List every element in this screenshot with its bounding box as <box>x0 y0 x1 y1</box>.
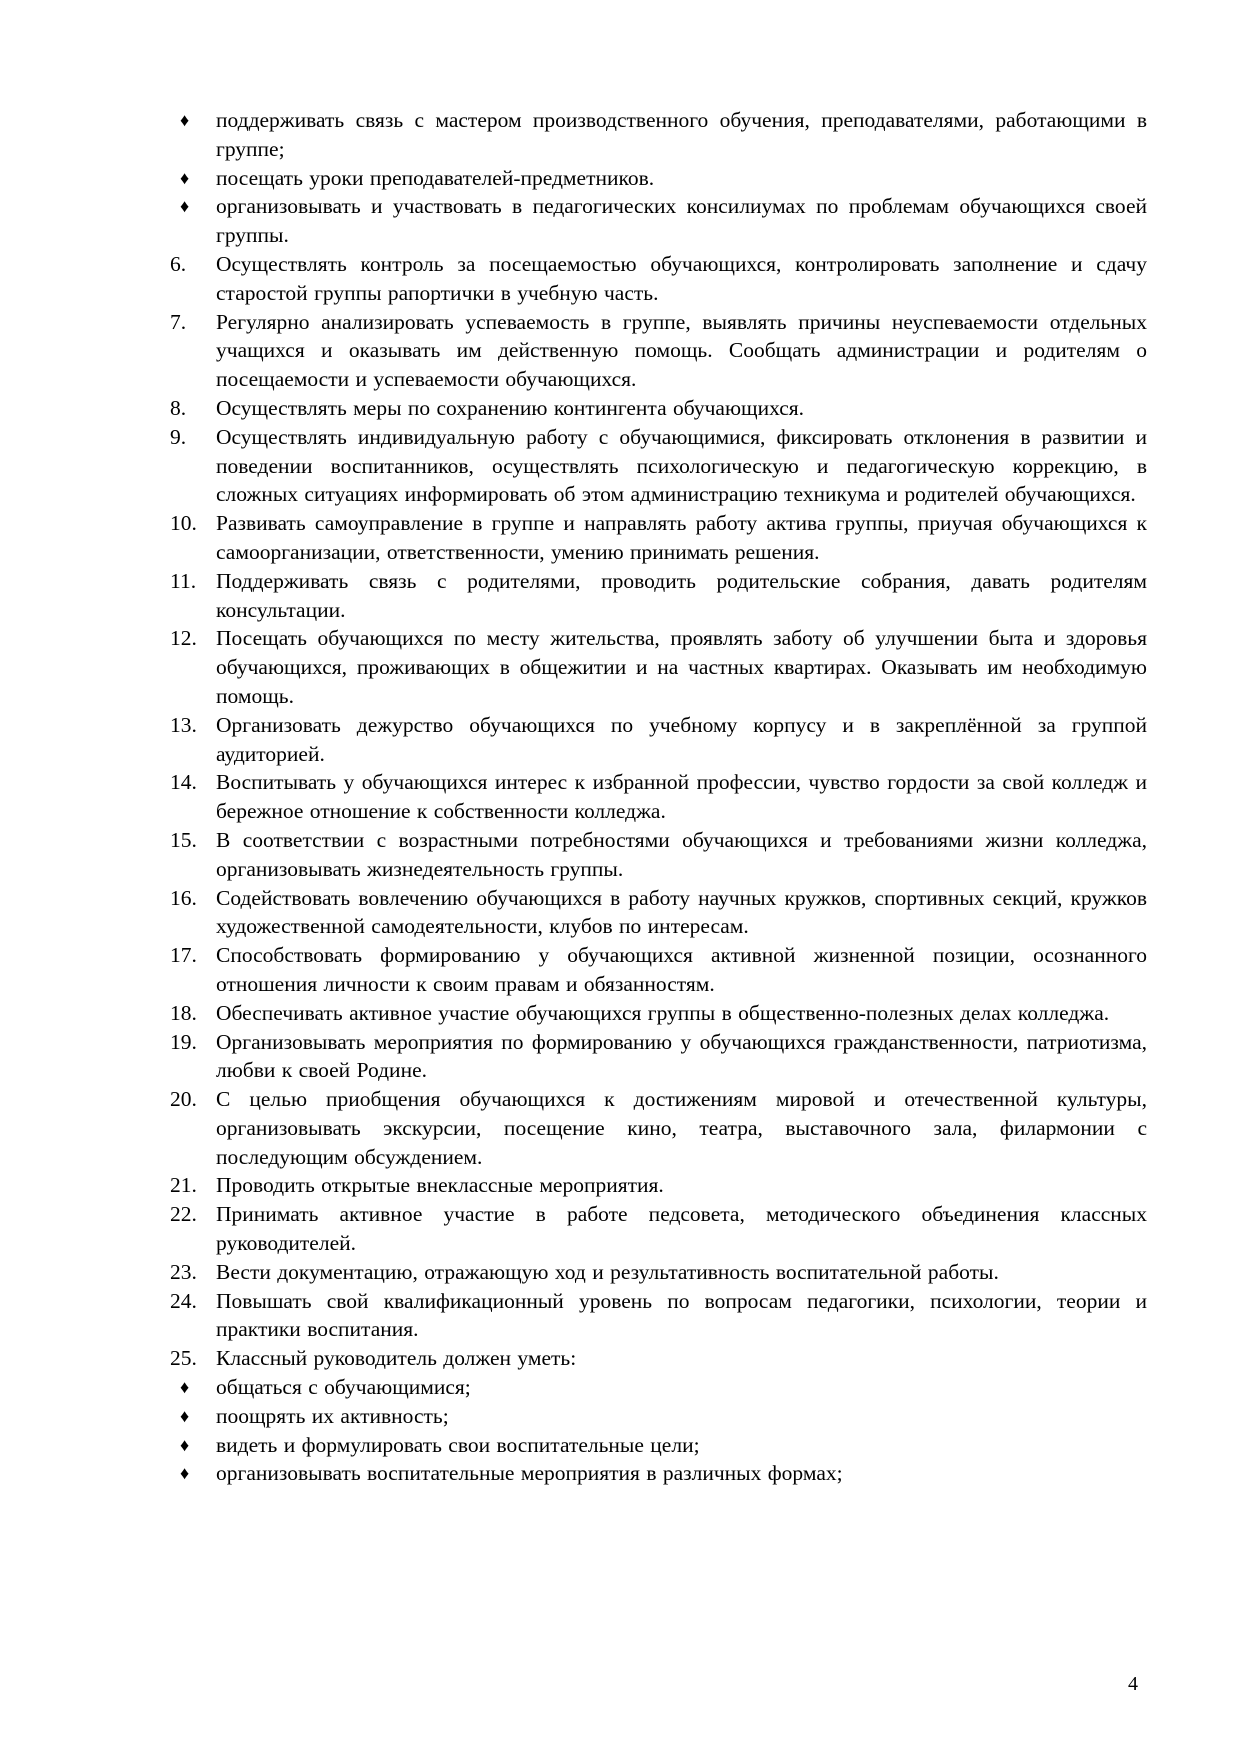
list-item <box>170 164 1147 193</box>
diamond-bullet-icon: ♦ <box>180 196 190 217</box>
list-item <box>170 1287 1147 1345</box>
list-item <box>170 509 1147 567</box>
list-item <box>170 423 1147 509</box>
list-item <box>170 1373 1147 1402</box>
list-item-text: Регулярно анализировать успеваемость в группе, выявлять причины неуспеваемости отдельных учащихся и оказывать им действенную помощь. Сообщать администрации и родителям о посещаемости и успеваемости обучающихся. <box>216 309 1147 392</box>
list-item <box>170 624 1147 710</box>
list-item-text: Осуществлять контроль за посещаемостью обучающихся, контролировать заполнение и сдачу старостой группы рапортички в учебную часть. <box>216 251 1147 305</box>
list-item <box>170 1431 1147 1460</box>
list-number: 10. <box>170 511 197 536</box>
list-number: 23. <box>170 1259 197 1284</box>
list-item-text: Поддерживать связь с родителями, проводить родительские собрания, давать родителям консультации. <box>216 568 1147 622</box>
list-item <box>170 1459 1147 1488</box>
list-number: 24. <box>170 1288 197 1313</box>
list-number: 14. <box>170 770 197 795</box>
list-item-text: Способствовать формированию у обучающихся активной жизненной позиции, осознанного отношения личности к своим правам и обязанностям. <box>216 943 1147 996</box>
list-number: 18. <box>170 1000 197 1025</box>
list-item <box>170 1200 1147 1258</box>
list-item <box>170 1258 1147 1287</box>
list-item <box>170 941 1147 999</box>
list-item-text: Вести документацию, отражающую ход и результативность воспитательной работы. <box>216 1259 999 1284</box>
list-item <box>170 1171 1147 1200</box>
diamond-bullet-icon: ♦ <box>180 1463 190 1484</box>
list-item <box>170 308 1147 394</box>
list-item <box>170 1402 1147 1431</box>
list-number: 22. <box>170 1202 197 1227</box>
duties-list <box>170 106 1147 1488</box>
list-item <box>170 1344 1147 1373</box>
list-number: 20. <box>170 1087 197 1112</box>
list-item <box>170 1028 1147 1086</box>
list-item <box>170 768 1147 826</box>
list-number: 15. <box>170 827 197 852</box>
list-number: 16. <box>170 885 197 910</box>
list-item-text: Организовывать мероприятия по формированию у обучающихся гражданственности, патриотизма, любви к своей Родине. <box>216 1029 1147 1083</box>
list-item-text: С целью приобщения обучающихся к достижениям мировой и отечественной культуры, организовывать экскурсии, посещение кино, театра, выставочного зала, филармонии с последующим обсуждением. <box>216 1087 1147 1169</box>
list-item <box>170 711 1147 769</box>
list-number: 7. <box>170 309 187 334</box>
list-item <box>170 884 1147 942</box>
list-item <box>170 567 1147 625</box>
list-number: 19. <box>170 1029 197 1054</box>
list-item-text: Развивать самоуправление в группе и направлять работу актива группы, приучая обучающихся к самоорганизации, ответственности, умению принимать решения. <box>216 511 1147 564</box>
list-item-text: Повышать свой квалификационный уровень по вопросам педагогики, психологии, теории и практики воспитания. <box>216 1288 1147 1342</box>
list-item-text: В соответствии с возрастными потребностями обучающихся и требованиями жизни колледжа, организовывать жизнедеятельность группы. <box>216 827 1147 881</box>
list-number: 12. <box>170 626 197 651</box>
list-number: 11. <box>170 568 197 593</box>
list-number: 21. <box>170 1173 197 1198</box>
list-item <box>170 999 1147 1028</box>
diamond-bullet-icon: ♦ <box>180 1405 190 1426</box>
list-item-text: поддерживать связь с мастером производственного обучения, преподавателями, работающими в группе; <box>216 108 1147 161</box>
list-number: 13. <box>170 712 197 737</box>
diamond-bullet-icon: ♦ <box>180 1377 190 1398</box>
list-item-text: Организовать дежурство обучающихся по учебному корпусу и в закреплённой за группой аудиторией. <box>216 712 1147 766</box>
list-item-text: Проводить открытые внеклассные мероприятия. <box>216 1173 664 1198</box>
list-item <box>170 826 1147 884</box>
list-item-text: Содействовать вовлечению обучающихся в работу научных кружков, спортивных секций, кружков художественной самодеятельности, клубов по интересам. <box>216 885 1147 939</box>
list-item <box>170 106 1147 164</box>
diamond-bullet-icon: ♦ <box>180 167 190 188</box>
diamond-bullet-icon: ♦ <box>180 1434 190 1455</box>
list-item-text: Осуществлять меры по сохранению контингента обучающихся. <box>216 395 805 420</box>
list-item-text: Классный руководитель должен уметь: <box>216 1346 577 1371</box>
list-item <box>170 394 1147 423</box>
list-item-text: поощрять их активность; <box>216 1403 449 1428</box>
page-number: 4 <box>1128 1673 1138 1695</box>
list-number: 8. <box>170 395 187 420</box>
list-item-text: общаться с обучающимися; <box>216 1375 471 1400</box>
list-item-text: Принимать активное участие в работе педсовета, методического объединения классных руководителей. <box>216 1202 1147 1256</box>
list-item-text: видеть и формулировать свои воспитательные цели; <box>216 1432 700 1457</box>
list-item-text: организовывать воспитательные мероприятия в различных формах; <box>216 1461 843 1486</box>
list-item <box>170 250 1147 308</box>
list-item <box>170 1085 1147 1171</box>
list-number: 25. <box>170 1346 197 1371</box>
list-number: 9. <box>170 424 187 449</box>
list-item-text: Осуществлять индивидуальную работу с обучающимися, фиксировать отклонения в развитии и поведении воспитанников, осуществлять психологическую и педагогическую коррекцию, в сложных ситуациях информировать об этом администрацию техникума и родителей обучающихся. <box>216 424 1147 507</box>
diamond-bullet-icon: ♦ <box>180 110 190 130</box>
list-item <box>170 192 1147 250</box>
list-item-text: Обеспечивать активное участие обучающихся группы в общественно-полезных делах колледжа. <box>216 1000 1110 1025</box>
list-item-text: посещать уроки преподавателей-предметников. <box>216 165 655 190</box>
list-item-text: Воспитывать у обучающихся интерес к избранной профессии, чувство гордости за свой колледж и бережное отношение к собственности колледжа. <box>216 770 1147 824</box>
list-number: 6. <box>170 251 187 276</box>
list-item-text: организовывать и участвовать в педагогических консилиумах по проблемам обучающихся своей группы. <box>216 194 1147 248</box>
list-number: 17. <box>170 943 197 968</box>
list-item-text: Посещать обучающихся по месту жительства, проявлять заботу об улучшении быта и здоровья обучающихся, проживающих в общежитии и на частных квартирах. Оказывать им необходимую помощь. <box>216 626 1147 708</box>
